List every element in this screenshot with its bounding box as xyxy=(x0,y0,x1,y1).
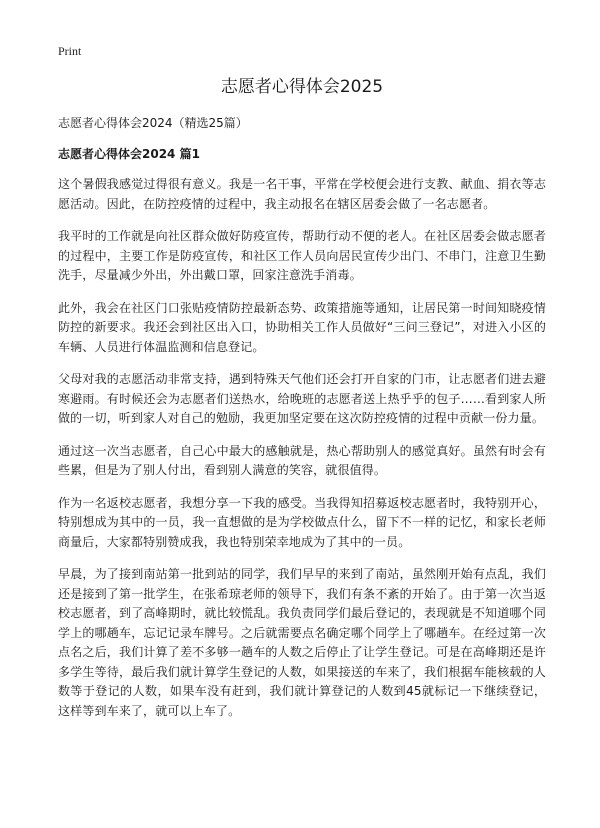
paragraph-5: 通过这一次当志愿者，自己心中最大的感触就是，热心帮助别人的感觉真好。虽然有时会有些累，但是为了别人付出，看到别人满意的笑容，就很值得。 xyxy=(58,443,546,477)
section-heading: 志愿者心得体会2024 篇1 xyxy=(58,147,200,161)
document-subtitle: 志愿者心得体会2024（精选25篇） xyxy=(58,116,248,130)
paragraph-1: 这个暑假我感觉过得很有意义。我是一名干事，平常在学校便会进行支教、献血、捐衣等志愿活动。因此，在防控疫情的过程中，我主动报名在辖区居委会做了一名志愿者。 xyxy=(58,177,546,211)
paragraph-2: 我平时的工作就是向社区群众做好防疫宣传，帮助行动不便的老人。在社区居委会做志愿者的过程中，主要工作是防疫宣传，和社区工作人员向居民宣传少出门、不串门，注意卫生勤洗手，尽量减少外出，外出戴口罩，回家注意洗手消毒。 xyxy=(58,229,546,282)
paragraph-6: 作为一名返校志愿者，我想分享一下我的感受。当我得知招募返校志愿者时，我特别开心，特别想成为其中的一员，我一直想做的是为学校做点什么，留下不一样的记忆，和家长老师商量后，大家都特别赞成我，我也特别荣幸地成为了其中的一员。 xyxy=(58,495,546,549)
paragraph-7: 早晨，为了接到南站第一批到站的同学，我们早早的来到了南站，虽然刚开始有点乱，我们还是接到了第一批学生，在张希琼老师的领导下，我们有条不紊的开始了。由于第一次当返校志愿者，到了高峰期时，就比较慌乱。我负责同学们最后登记的，表现就是不知道哪个同学上的哪趟车，忘记记录车牌号。之后就需要点名确定哪个同学上了哪趟车。在经过第一次点名之后，我们计算了差不多够一趟车的人数之后停止了让学生登记。可是在高峰期还是许多学生等待，最后我们就计算学生登记的人数，如果接送的车来了，我们根据车能核载的人数等于登记的人数，如果车没有赶到，我们就计算登记的人数到45就标记一下继续登记，这样等到车来了，就可以上车了。 xyxy=(58,567,546,718)
paragraph-4: 父母对我的志愿活动非常支持，遇到特殊天气他们还会打开自家的门市，让志愿者们进去避寒避雨。有时候还会为志愿者们送热水，给晚班的志愿者送上热乎乎的包子……看到家人所做的一切，听到家人对自己的勉励，我更加坚定要在这次防控疫情的过程中贡献一份力量。 xyxy=(58,372,546,425)
print-link[interactable]: Print xyxy=(58,44,82,58)
paragraph-3: 此外，我会在社区门口张贴疫情防控最新态势、政策措施等通知，让居民第一时间知晓疫情防控的新要求。我还会到社区出入口，协助相关工作人员做好“三问三登记”，对进入小区的车辆、人员进行体温监测和信息登记。 xyxy=(58,300,546,354)
page-title: 志愿者心得体会2025 xyxy=(220,77,384,97)
